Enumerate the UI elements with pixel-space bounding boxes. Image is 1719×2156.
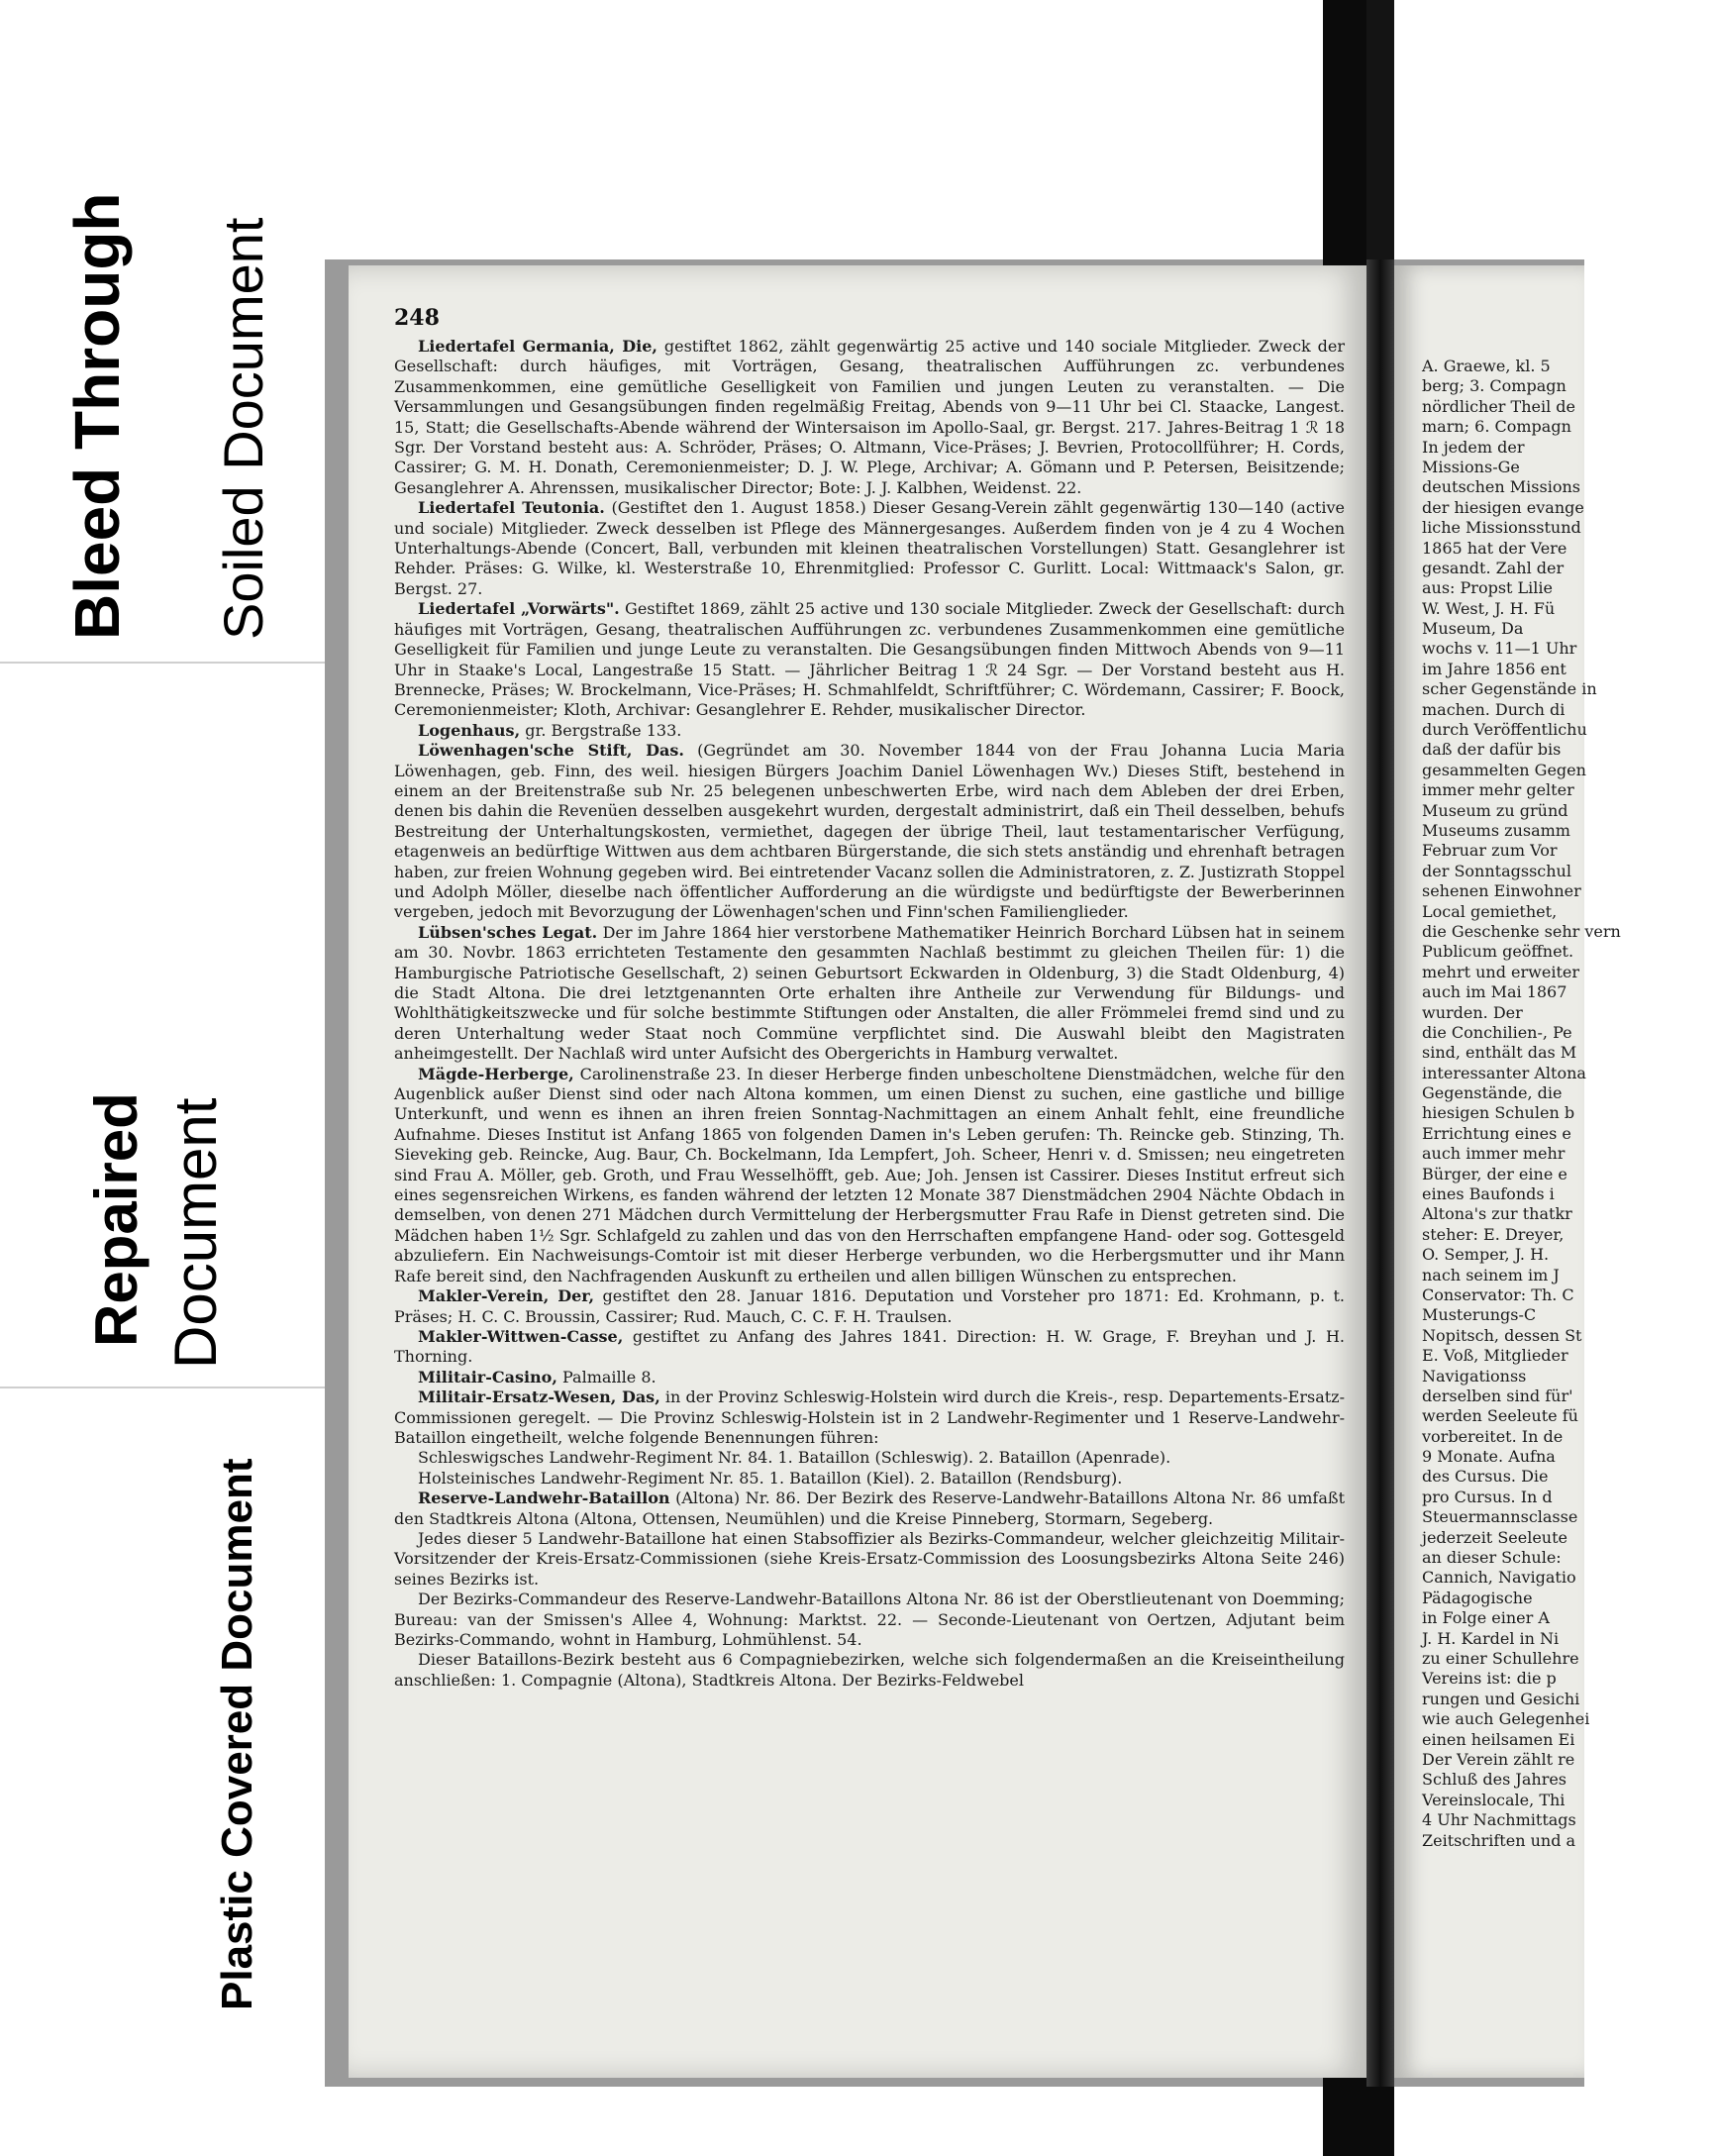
facing-line: vorbereitet. In de [1422, 1426, 1564, 1446]
facing-line: Navigationss [1422, 1366, 1527, 1386]
facing-line: pro Cursus. In d [1422, 1487, 1553, 1506]
entry-text: gestiftet den 28. Januar 1816. Deputation und Vorsteher pro 1871: Ed. Krohmann, p. t. Präses; H. C. C. Broussin, Cassirer; Rud. Mauch, C. C. F. H. Traulsen. [394, 1286, 1345, 1326]
entry-heading: Löwenhagen'sche Stift, Das. [418, 741, 684, 761]
facing-line: Bürger, der eine e [1422, 1164, 1567, 1183]
facing-line: sehenen Einwohner [1422, 881, 1581, 901]
entry-heading: Makler-Verein, Der, [418, 1286, 595, 1306]
entry-paragraph [394, 599, 1345, 720]
facing-line: A. Graewe, kl. 5 [1422, 357, 1551, 375]
entry-paragraph [394, 1529, 1345, 1590]
facing-line: sind, enthält das M [1422, 1043, 1577, 1063]
entry-text: gestiftet zu Anfang des Jahres 1841. Direction: H. W. Grage, F. Breyhan und J. H. Thorning. [394, 1326, 1345, 1367]
entry-paragraph [394, 1286, 1345, 1327]
facing-line: immer mehr gelter [1422, 780, 1574, 800]
facing-line: der Sonntagsschul [1422, 861, 1571, 880]
facing-line: Cannich, Navigatio [1422, 1568, 1576, 1588]
entry-heading: Lübsen'sches Legat. [418, 922, 598, 942]
entry-heading: Militair-Casino, [418, 1367, 557, 1386]
entry-heading: Militair-Ersatz-Wesen, Das, [418, 1387, 660, 1407]
facing-line: O. Semper, J. H. [1422, 1245, 1550, 1265]
facing-line: wurden. Der [1422, 1002, 1523, 1022]
entry-heading: Makler-Wittwen-Casse, [418, 1326, 624, 1346]
facing-line: Schluß des Jahres [1422, 1770, 1567, 1790]
entry-paragraph [394, 1448, 1345, 1468]
facing-line: an dieser Schule: [1422, 1548, 1562, 1568]
entry-heading: Reserve-Landwehr-Bataillon [418, 1489, 670, 1508]
entry-heading: Logenhaus, [418, 720, 521, 740]
entry-paragraph [394, 741, 1345, 923]
facing-line: nördlicher Theil de [1422, 396, 1576, 416]
entry-paragraph [394, 1489, 1345, 1529]
facing-line: durch Veröffentlichu [1422, 720, 1587, 740]
entry-text: (Altona) Nr. 86. Der Bezirk des Reserve-Landwehr-Bataillons Altona Nr. 86 umfaßt den Stadtkreis Altona (Altona, Ottensen, Neumühlen) und die Kreise Pinneberg, Stormarn, Segeberg. [394, 1489, 1345, 1528]
facing-line: nach seinem im J [1422, 1265, 1560, 1284]
right-page [1394, 265, 1621, 2078]
facing-line: aus: Propst Lilie [1422, 578, 1553, 598]
book-gutter [1366, 259, 1394, 2087]
facing-line: in Folge einer A [1422, 1608, 1550, 1628]
facing-line: J. H. Kardel in Ni [1422, 1628, 1560, 1648]
entry-text: Jedes dieser 5 Landwehr-Bataillone hat einen Stabsoffizier als Bezirks-Commandeur, welcher gleichzeitig Militair-Vorsitzender der Kreis-Ersatz-Commissionen (siehe Kreis-Ersatz-Commission des Loosungsbezirks Altona Seite 246) seines Bezirks ist. [394, 1528, 1345, 1589]
facing-line: Steuermannsclasse [1422, 1507, 1578, 1527]
facing-line: die Conchilien-, Pe [1422, 1022, 1572, 1042]
entry-text: Gestiftet 1869, zählt 25 active und 130 sociale Mitglieder. Zweck der Gesellschaft: durch häufiges mit Vorträgen, Gesang, theatralischen Aufführungen zc. verbundenes Zusammenkommen eine gemütliche Geselligkeit für Familien und junge Leute zu veranstalten. Die Gesangsübungen finden Mittwoch Abends von 9—11 Uhr in Staake's Local, Langestraße 15 Statt. — Jährlicher Beitrag 1 ℛ 24 Sgr. — Der Vorstand besteht aus H. Brennecke, Präses; W. Brockelmann, Vice-Präses; H. Schmahlfeldt, Schriftführer; C. Wördemann, Cassirer; F. Boock, Ceremonienmeister; Kloth, Archivar: Gesanglehrer E. Rehder, musikalischer Director. [394, 599, 1346, 720]
label-bleed-through: Bleed Through [61, 192, 133, 640]
facing-line: gesandt. Zahl der [1422, 558, 1565, 577]
facing-line: eines Baufonds i [1422, 1184, 1555, 1204]
facing-line: W. West, J. H. Fü [1422, 598, 1556, 618]
facing-line: jederzeit Seeleute [1422, 1527, 1568, 1547]
facing-line: Nopitsch, dessen St [1422, 1325, 1582, 1345]
facing-line: rungen und Gesichi [1422, 1689, 1580, 1708]
entry-text: (Gegründet am 30. November 1844 von der Frau Johanna Lucia Maria Löwenhagen, geb. Finn, des weil. hiesigen Bürgers Joachim Daniel Löwenhagen Wv.) Dieses Stift, bestehend in einem an der Breitenstraße sub Nr. 25 belegenen unbeschwerten Erbe, wird nach dem Ableben der drei Erben, denen bis dahin die Revenüen desselben ausgekehrt wurden, dergestalt administrirt, daß ein Theil desselben, behufs Bestreitung der Unterhaltungskosten, vermiethet, dagegen der übrige Theil, laut testamentarischer Verfügung, etagenweis an bedürftige Wittwen aus dem achtbaren Bürgerstande, die sich stets anständig und ehrenhaft betragen haben, zur freien Wohnung gegeben wird. Bei eintretender Vacanz sollen die Administratoren, z. Z. Justizrath Stoppel und Adolph Möller, dieselbe nach öffentlicher Aufforderung an die würdigste und bedürftigste der Bewerberinnen vergeben, jedoch mit Bevorzugung der Löwenhagen'schen und Finn'schen Familienglieder. [394, 741, 1346, 922]
label-repaired-document-line2: Document [162, 1097, 229, 1369]
facing-line: im Jahre 1856 ent [1422, 659, 1567, 678]
page-number: 248 [394, 305, 440, 331]
entry-paragraph [394, 923, 1345, 1065]
entry-text: Schleswigsches Landwehr-Regiment Nr. 84. 1. Bataillon (Schleswig). 2. Bataillon (Apenrade). [418, 1448, 1171, 1468]
facing-line: Musterungs-C [1422, 1305, 1537, 1325]
entry-text: in der Provinz Schleswig-Holstein wird durch die Kreis-, resp. Departements-Ersatz-Commissionen geregelt. — Die Provinz Schleswig-Holstein ist in 2 Landwehr-Regimenter und 1 Reserve-Landwehr-Bataillon eingetheilt, welche folgende Benennungen führen: [394, 1387, 1346, 1447]
facing-line: 4 Uhr Nachmittags [1422, 1810, 1576, 1830]
entry-text: Holsteinisches Landwehr-Regiment Nr. 85. 1. Bataillon (Kiel). 2. Bataillon (Rendsburg). [418, 1468, 1123, 1488]
facing-line: die Geschenke sehr vern [1422, 921, 1621, 941]
facing-line: hiesigen Schulen b [1422, 1103, 1575, 1123]
facing-line: Der Verein zählt re [1422, 1749, 1575, 1769]
label-soiled-document: Soiled Document [212, 217, 274, 640]
facing-text-column [1422, 357, 1719, 1851]
entry-text: Der im Jahre 1864 hier verstorbene Mathematiker Heinrich Borchard Lübsen hat in seinem am 30. Novbr. 1863 errichteten Testamente den gesammten Nachlaß bestimmt zu gleichen Theilen für: 1) die Hamburgische Patriotische Gesellschaft, 2) seinen Geburtsort Eckwarden in Oldenburg, 3) die Stadt Oldenburg, 4) die Stadt Altona. Die drei letztgenannten Orte erhalten ihre Antheile zur Verwendung für Bildungs- und Wohlthätigkeitszwecke und für solche bestimmte Stiftungen oder Anstalten, die aller Frömmelei fremd sind und zu deren Unterhaltung weder Staat noch Commüne verpflichtet sind. Die Auswahl bleibt den Magistraten anheimgestellt. Der Nachlaß wird unter Aufsicht des Obergerichts in Hamburg verwaltet. [394, 922, 1346, 1064]
facing-line: 1865 hat der Vere [1422, 538, 1567, 558]
entry-text: Der Bezirks-Commandeur des Reserve-Landwehr-Bataillons Altona Nr. 86 ist der Oberstlieutenant von Doemming; Bureau: van der Smissen's Allee 4, Wohnung: Marktst. 22. — Seconde-Lieutenant von Oertzen, Adjutant beim Bezirks-Commando, wohnt in Hamburg, Lohmühlenst. 54. [394, 1590, 1345, 1649]
facing-line: interessanter Altona [1422, 1063, 1586, 1082]
facing-line: wochs v. 11—1 Uhr [1422, 639, 1577, 659]
facing-line: mehrt und erweiter [1422, 962, 1579, 981]
facing-line: derselben sind für' [1422, 1386, 1573, 1405]
facing-line: gesammelten Gegen [1422, 760, 1586, 779]
facing-line: einen heilsamen Ei [1422, 1729, 1575, 1749]
facing-line: Februar zum Vor [1422, 841, 1558, 861]
facing-line: Vereinslocale, Thi [1422, 1790, 1566, 1809]
entry-text: Dieser Bataillons-Bezirk besteht aus 6 Compagniebezirken, welche sich folgendermaßen an die Kreiseintheilung anschließen: 1. Compagnie (Altona), Stadtkreis Altona. Der Bezirks-Feldwebel [394, 1650, 1345, 1690]
entry-paragraph [394, 1469, 1345, 1489]
entry-paragraph [394, 498, 1345, 599]
facing-line: Altona's zur thatkr [1422, 1204, 1572, 1224]
facing-line: deutschen Missions [1422, 477, 1580, 497]
label-repaired-document-line1: Repaired [83, 1092, 150, 1347]
facing-line: der hiesigen evange [1422, 497, 1584, 517]
facing-line: berg; 3. Compagn [1422, 376, 1567, 396]
entry-text: (Gestiftet den 1. August 1858.) Dieser Gesang-Verein zählt gegenwärtig 130—140 (active und sociale) Mitglieder. Zweck desselben ist Pflege des Männergesanges. Außerdem finden von je 4 zu 4 Wochen Unterhaltungs-Abende (Concert, Ball, verbunden mit kleinen theatralischen Vorstellungen) Statt. Gesanglehrer ist Rehder. Präses: G. Wilke, kl. Westerstraße 10, Ehrenmitglied: Professor C. Gurlitt. Local: Wittmaack's Salon, gr. Bergst. 27. [394, 498, 1345, 598]
facing-line: liche Missionsstund [1422, 518, 1581, 538]
entry-text: gestiftet 1862, zählt gegenwärtig 25 active und 140 sociale Mitglieder. Zweck der Gesellschaft: durch häufiges, mit Vorträgen, Gesang, theatralischen Aufführungen zc. verbundenes Zusammenkommen, eine gemütliche Geselligkeit von Familien und jungen Leuten zu veranstalten. — Die Versammlungen und Gesangsübungen finden regelmäßig Freitag, Abends von 9—11 Uhr bei Cl. Staacke, Langest. 15, Statt; die Gesellschafts-Abende während der Wintersaison im Apollo-Saal, gr. Bergst. 217. Jahres-Beitrag 1 ℛ 18 Sgr. Der Vorstand besteht aus: A. Schröder, Präses; O. Altmann, Vice-Präses; J. Bevrien, Protocollführer; H. Cords, Cassirer; G. M. H. Donath, Ceremonienmeister; D. J. W. Plege, Archivar; A. Gömann und P. Petersen, Beisitzende; Gesanglehrer A. Ahrenssen, musikalischer Director; Bote: J. J. Kalbhen, Weidenst. 22. [394, 337, 1346, 497]
facing-line: Local gemiethet, [1422, 901, 1558, 921]
entry-paragraph [394, 1590, 1345, 1650]
entry-text: gr. Bergstraße 133. [520, 720, 682, 740]
facing-line: machen. Durch di [1422, 699, 1566, 719]
facing-line: auch immer mehr [1422, 1144, 1566, 1164]
entry-text: Palmaille 8. [556, 1367, 657, 1386]
entry-paragraph [394, 337, 1345, 498]
facing-line: Museum, Da [1422, 619, 1524, 639]
facing-line: Museum zu gründ [1422, 800, 1568, 820]
facing-line: Gegenstände, die [1422, 1083, 1563, 1103]
entry-heading: Liedertafel „Vorwärts". [418, 599, 620, 619]
dark-bar [1366, 0, 1394, 259]
facing-line: daß der dafür bis [1422, 740, 1562, 760]
facing-line: wie auch Gelegenhei [1422, 1709, 1590, 1729]
facing-line: 9 Monate. Aufna [1422, 1447, 1556, 1467]
facing-line: des Cursus. Die [1422, 1467, 1549, 1487]
facing-line: In jedem der [1422, 437, 1525, 457]
entry-paragraph [394, 1368, 1345, 1387]
label-divider [0, 1386, 327, 1388]
facing-line: marn; 6. Compagn [1422, 417, 1571, 437]
facing-line: auch im Mai 1867 [1422, 982, 1567, 1002]
facing-line: Vereins ist: die p [1422, 1669, 1557, 1689]
label-divider [0, 662, 327, 664]
facing-line: Pädagogische [1422, 1588, 1533, 1607]
facing-line: Errichtung eines e [1422, 1123, 1571, 1143]
facing-line: Museums zusamm [1422, 820, 1570, 840]
entry-heading: Liedertafel Germania, Die, [418, 337, 657, 356]
text-column [394, 337, 1345, 1691]
label-plastic-covered-document: Plastic Covered Document [213, 1458, 261, 2010]
entry-paragraph [394, 1327, 1345, 1368]
entry-paragraph [394, 721, 1345, 741]
entry-text: Carolinenstraße 23. In dieser Herberge finden unbescholtene Dienstmädchen, welche für den Augenblick außer Dienst sind oder nach Altona kommen, um einen Dienst zu suchen, eine gastliche und billige Unterkunft, und wenn es ihnen an ihren freien Sonntag-Nachmittagen an einem Anhalt fehlt, eine freundliche Aufnahme. Dieses Institut ist Anfang 1865 von folgenden Damen in's Leben gerufen: Th. Reincke geb. Stinzing, Th. Sieveking geb. Reincke, Aug. Baur, Ch. Bockelmann, Ida Lempfert, Joh. Scheer, Henri v. d. Smissen; neu eingetreten sind Frau A. Möller, geb. Groth, und Frau Wesselhöfft, geb. Aue; Joh. Jensen ist Cassirer. Dieses Institut erfreut sich eines segensreichen Wirkens, es fanden während der letzten 12 Monate 387 Dienstmädchen 2904 Nächte Obdach in demselben, von denen 271 Mädchen durch Vermittelung der Herbergsmutter Frau Rafe in Dienst getreten sind. Die Mädchen haben 1½ Sgr. Schlafgeld zu zahlen und das von den Herrschaften empfangene Hand- oder sog. Gottesgeld abzuliefern. Ein Nachweisungs-Comtoir ist mit dieser Herberge verbunden, wo die Herbergsmutter und ihr Mann Rafe bereit sind, den Nachfragenden Auskunft zu ertheilen und allen billigen Wünschen zu entsprechen. [394, 1064, 1345, 1285]
facing-line: Publicum geöffnet. [1422, 942, 1574, 962]
entry-paragraph [394, 1065, 1345, 1286]
left-page [349, 265, 1366, 2078]
facing-line: Conservator: Th. C [1422, 1284, 1574, 1304]
entry-heading: Liedertafel Teutonia. [418, 498, 605, 518]
label-strip [0, 192, 327, 2030]
entry-heading: Mägde-Herberge, [418, 1064, 574, 1083]
entry-paragraph [394, 1387, 1345, 1448]
facing-line: Zeitschriften und a [1422, 1830, 1576, 1850]
facing-line: steher: E. Dreyer, [1422, 1224, 1565, 1244]
facing-line: werden Seeleute fü [1422, 1406, 1578, 1426]
entry-paragraph [394, 1650, 1345, 1691]
facing-line: zu einer Schullehre [1422, 1649, 1579, 1668]
facing-line: E. Voß, Mitglieder [1422, 1346, 1568, 1366]
dark-bar [1323, 2078, 1394, 2156]
facing-line: Missions-Ge [1422, 457, 1520, 476]
facing-line: scher Gegenstände in [1422, 679, 1597, 699]
